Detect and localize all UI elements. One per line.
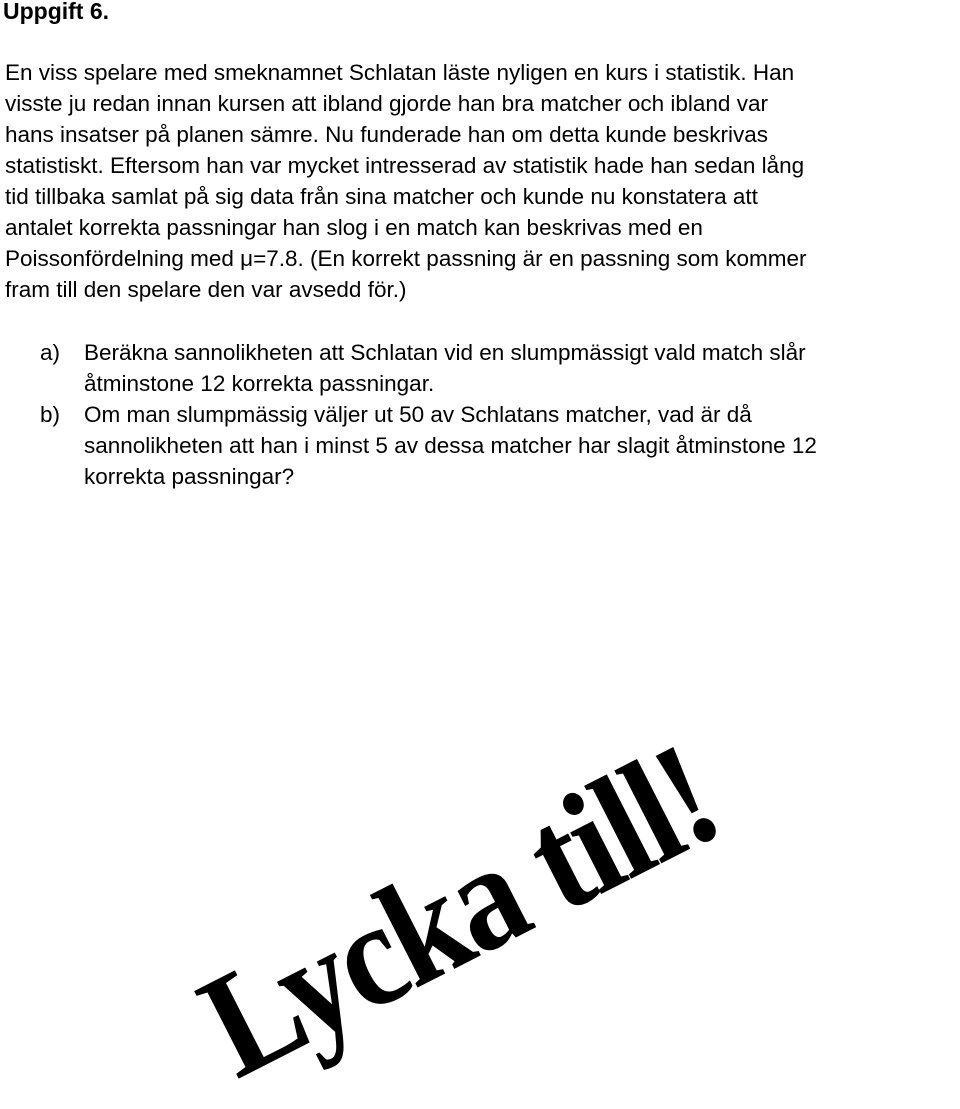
question-text-line: Om man slumpmässig väljer ut 50 av Schlatans matcher, vad är då [84, 402, 752, 427]
question-b [40, 399, 817, 492]
description-line: En viss spelare med smeknamnet Schlatan läste nyligen en kurs i statistik. Han [5, 60, 795, 85]
task-heading: Uppgift 6. [3, 0, 110, 24]
description-line: tid tillbaka samlat på sig data från sina matcher och kunde nu konstatera att [5, 184, 758, 209]
description-line: fram till den spelare den var avsedd för.) [5, 277, 407, 302]
description-line: hans insatser på planen sämre. Nu funderade han om detta kunde beskrivas [5, 122, 768, 147]
question-text-line: sannolikheten att han i minst 5 av dessa matcher har slagit åtminstone 12 [84, 433, 817, 458]
question-text-line: åtminstone 12 korrekta passningar. [84, 371, 435, 396]
question-text-line: korrekta passningar? [84, 464, 295, 489]
question-a [40, 337, 817, 399]
description-line: Poissonfördelning med μ=7.8. (En korrekt passning är en passning som kommer [5, 246, 807, 271]
description-line: visste ju redan innan kursen att ibland gjorde han bra matcher och ibland var [5, 91, 768, 116]
good-luck-message: Lycka till! [176, 711, 741, 1109]
description-line: statistiskt. Eftersom han var mycket intresserad av statistik hade han sedan lång [5, 153, 805, 178]
description-line: antalet korrekta passningar han slog i en match kan beskrivas med en [5, 215, 703, 240]
question-list [40, 337, 817, 492]
problem-description [5, 57, 807, 305]
question-label: b) [40, 402, 61, 427]
question-text-line: Beräkna sannolikheten att Schlatan vid en slumpmässigt vald match slår [84, 340, 806, 365]
question-label: a) [40, 340, 61, 365]
